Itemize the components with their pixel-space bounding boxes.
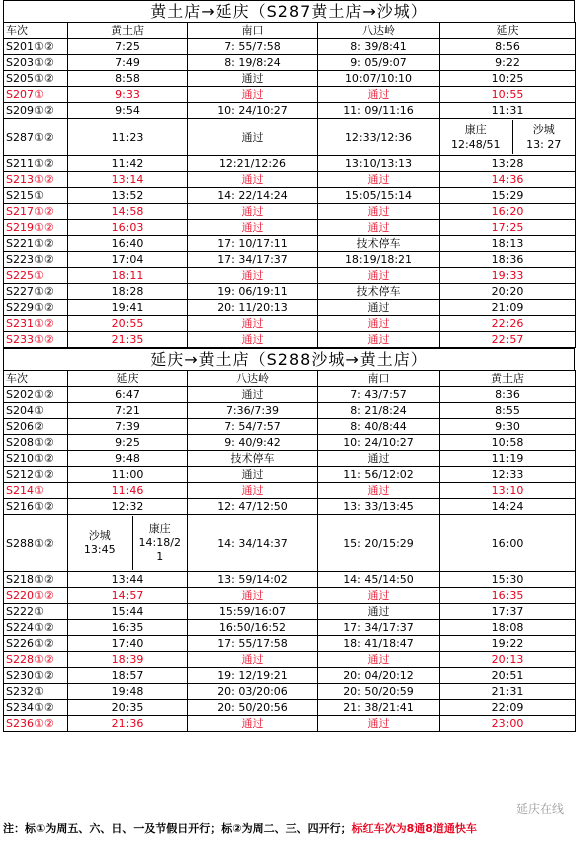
time-cell: 22:26 [440,316,576,332]
time-cell: 20:51 [440,668,576,684]
header-cell: 车次 [4,23,68,39]
time-cell: 17: 10/17:11 [188,236,318,252]
header-cell: 南口 [318,371,440,387]
time-cell: 16:20 [440,204,576,220]
time-cell: 14:58 [68,204,188,220]
time-cell: 12:21/12:26 [188,156,318,172]
time-cell: 17:40 [68,636,188,652]
train-code: S203①② [4,55,68,71]
train-code: S236①② [4,716,68,732]
table-row [4,220,576,236]
time-cell: 15:05/15:14 [318,188,440,204]
time-cell: 通过 [318,332,440,348]
time-cell: 20: 50/20:56 [188,700,318,716]
time-cell: 13:14 [68,172,188,188]
time-cell: 15:59/16:07 [188,604,318,620]
time-cell: 通过 [318,604,440,620]
table-row [4,188,576,204]
time-cell: 8: 19/8:24 [188,55,318,71]
table-row [4,499,576,515]
time-cell: 技术停车 [188,451,318,467]
time-cell: 18:11 [68,268,188,284]
table-row [4,316,576,332]
table-row [4,39,576,55]
time-cell: 8: 40/8:44 [318,419,440,435]
time-cell: 8:36 [440,387,576,403]
time-cell: 14:57 [68,588,188,604]
time-cell: 通过 [318,483,440,499]
time-cell: 20:20 [440,284,576,300]
time-cell: 14:36 [440,172,576,188]
table-row [4,156,576,172]
train-code: S288①② [4,515,68,572]
split-table [440,120,575,154]
kangzhuang-time: 12:48/51 [451,138,501,151]
header-cell: 黄土店 [440,371,576,387]
time-cell: 19:33 [440,268,576,284]
time-cell: 7: 54/7:57 [188,419,318,435]
train-code: S234①② [4,700,68,716]
time-cell: 11:31 [440,103,576,119]
kangzhuang-time: 14:18/2 [138,536,181,549]
time-cell: 13:44 [68,572,188,588]
time-cell: 7:25 [68,39,188,55]
table-row [4,716,576,732]
header-row [4,371,576,387]
train-code: S215① [4,188,68,204]
time-cell: 通过 [188,316,318,332]
time-cell: 7:39 [68,419,188,435]
train-code: S222① [4,604,68,620]
time-cell: 8: 21/8:24 [318,403,440,419]
table-row [4,268,576,284]
time-cell: 18:08 [440,620,576,636]
time-cell: 15: 20/15:29 [318,515,440,572]
time-cell: 16:50/16:52 [188,620,318,636]
time-cell: 通过 [318,716,440,732]
table-row [4,652,576,668]
time-cell: 13: 33/13:45 [318,499,440,515]
time-cell: 通过 [318,87,440,103]
time-cell: 6:47 [68,387,188,403]
time-cell: 10:58 [440,435,576,451]
time-cell: 19: 06/19:11 [188,284,318,300]
train-code: S214① [4,483,68,499]
table-row [4,87,576,103]
shacheng-label: 沙城 [532,123,555,136]
time-cell: 9:33 [68,87,188,103]
table-row [4,252,576,268]
table-row [4,332,576,348]
time-cell: 7: 55/7:58 [188,39,318,55]
kangzhuang-time-cont: 1 [156,550,164,563]
table-row [4,668,576,684]
time-cell: 21:09 [440,300,576,316]
time-cell: 16:35 [68,620,188,636]
time-cell: 通过 [318,172,440,188]
table-row [4,172,576,188]
time-cell: 19: 12/19:21 [188,668,318,684]
watermark: 延庆在线 [515,802,564,816]
time-cell: 通过 [188,716,318,732]
footnote-red-text: 标红车次为8通8道通快车 [351,822,477,835]
kangzhuang-cell [132,516,187,570]
time-cell: 通过 [318,300,440,316]
train-code: S216①② [4,499,68,515]
time-cell: 20: 03/20:06 [188,684,318,700]
time-cell: 16:03 [68,220,188,236]
time-cell: 12:33 [440,467,576,483]
table-row [4,204,576,220]
table-row [4,620,576,636]
time-cell: 21:35 [68,332,188,348]
time-cell: 20:55 [68,316,188,332]
time-cell: 通过 [318,451,440,467]
train-code: S227①② [4,284,68,300]
timetable-inbound [3,370,576,732]
time-cell: 7: 43/7:57 [318,387,440,403]
time-cell: 21:36 [68,716,188,732]
time-cell: 8:56 [440,39,576,55]
header-cell: 黄土店 [68,23,188,39]
time-cell: 技术停车 [318,284,440,300]
time-cell: 15:30 [440,572,576,588]
table-row-s288 [4,515,576,572]
table-row [4,435,576,451]
table-row [4,451,576,467]
train-code: S224①② [4,620,68,636]
shacheng-cell [512,120,575,154]
header-cell: 八达岭 [318,23,440,39]
time-cell: 15:29 [440,188,576,204]
time-cell: 16:40 [68,236,188,252]
time-cell: 通过 [188,588,318,604]
time-cell: 18:28 [68,284,188,300]
train-code: S233①② [4,332,68,348]
time-cell: 19:48 [68,684,188,700]
train-code: S226①② [4,636,68,652]
time-cell: 20: 04/20:12 [318,668,440,684]
table-row [4,300,576,316]
time-cell: 11: 09/11:16 [318,103,440,119]
train-code: S230①② [4,668,68,684]
time-cell: 18:36 [440,252,576,268]
table-row-s287 [4,119,576,156]
train-code: S229①② [4,300,68,316]
time-cell: 18:19/18:21 [318,252,440,268]
train-code: S201①② [4,39,68,55]
time-cell: 13: 59/14:02 [188,572,318,588]
split-cell [68,515,188,572]
train-code: S211①② [4,156,68,172]
time-cell: 16:00 [440,515,576,572]
table-row [4,403,576,419]
header-cell: 延庆 [440,23,576,39]
train-code: S220①② [4,588,68,604]
time-cell: 17: 55/17:58 [188,636,318,652]
table-row [4,103,576,119]
time-cell: 通过 [188,172,318,188]
train-code: S217①② [4,204,68,220]
time-cell: 通过 [318,588,440,604]
table-row [4,284,576,300]
train-code: S221①② [4,236,68,252]
train-code: S219①② [4,220,68,236]
train-code: S207① [4,87,68,103]
time-cell: 17:25 [440,220,576,236]
time-cell: 11: 56/12:02 [318,467,440,483]
time-cell: 12:33/12:36 [318,119,440,156]
train-code: S213①② [4,172,68,188]
time-cell: 17:37 [440,604,576,620]
train-code: S205①② [4,71,68,87]
time-cell: 7:49 [68,55,188,71]
time-cell: 通过 [188,652,318,668]
time-cell: 通过 [188,467,318,483]
time-cell: 20:35 [68,700,188,716]
time-cell: 12:32 [68,499,188,515]
time-cell: 11:42 [68,156,188,172]
table-row [4,236,576,252]
time-cell: 13:10/13:13 [318,156,440,172]
time-cell: 18:57 [68,668,188,684]
time-cell: 23:00 [440,716,576,732]
time-cell: 19:22 [440,636,576,652]
table-row [4,71,576,87]
train-code: S287①② [4,119,68,156]
shacheng-time: 13: 27 [526,138,562,151]
time-cell: 9: 05/9:07 [318,55,440,71]
shacheng-cell [68,516,132,570]
time-cell: 12: 47/12:50 [188,499,318,515]
time-cell: 20: 50/20:59 [318,684,440,700]
table-row [4,636,576,652]
header-cell: 车次 [4,371,68,387]
time-cell: 10: 24/10:27 [188,103,318,119]
table-row [4,604,576,620]
time-cell: 9:30 [440,419,576,435]
table-row [4,419,576,435]
time-cell: 13:28 [440,156,576,172]
time-cell: 8:58 [68,71,188,87]
time-cell: 14: 22/14:24 [188,188,318,204]
train-code: S228①② [4,652,68,668]
time-cell: 通过 [318,220,440,236]
time-cell: 17: 34/17:37 [318,620,440,636]
time-cell: 通过 [318,316,440,332]
train-code: S204① [4,403,68,419]
section-title-inbound: 延庆→黄土店（S288沙城→黄土店） [3,348,575,370]
time-cell: 9:48 [68,451,188,467]
kangzhuang-label: 康庄 [148,522,171,535]
time-cell: 11:46 [68,483,188,499]
time-cell: 9:54 [68,103,188,119]
time-cell: 通过 [318,268,440,284]
table-row [4,483,576,499]
table-row [4,387,576,403]
train-code: S231①② [4,316,68,332]
time-cell: 8:55 [440,403,576,419]
train-code: S212①② [4,467,68,483]
footnote [3,817,575,841]
time-cell: 9:22 [440,55,576,71]
time-cell: 21: 38/21:41 [318,700,440,716]
time-cell: 通过 [318,204,440,220]
time-cell: 22:57 [440,332,576,348]
time-cell: 18:13 [440,236,576,252]
train-code: S202①② [4,387,68,403]
time-cell: 9: 40/9:42 [188,435,318,451]
time-cell: 18:39 [68,652,188,668]
header-cell: 南口 [188,23,318,39]
time-cell: 13:10 [440,483,576,499]
table-row [4,700,576,716]
table-row [4,572,576,588]
time-cell: 10: 24/10:27 [318,435,440,451]
time-cell: 13:52 [68,188,188,204]
table-row [4,684,576,700]
time-cell: 技术停车 [318,236,440,252]
kangzhuang-cell [440,120,512,154]
time-cell: 通过 [188,268,318,284]
time-cell: 通过 [188,71,318,87]
train-code: S223①② [4,252,68,268]
time-cell: 14:24 [440,499,576,515]
time-cell: 17: 34/17:37 [188,252,318,268]
time-cell: 16:35 [440,588,576,604]
split-table [68,516,187,570]
time-cell: 22:09 [440,700,576,716]
header-cell: 延庆 [68,371,188,387]
timetable-outbound [3,22,576,348]
shacheng-label: 沙城 [88,529,111,542]
time-cell: 15:44 [68,604,188,620]
time-cell: 8: 39/8:41 [318,39,440,55]
time-cell: 通过 [188,387,318,403]
time-cell: 通过 [188,119,318,156]
time-cell: 18: 41/18:47 [318,636,440,652]
time-cell: 通过 [188,332,318,348]
time-cell: 通过 [318,652,440,668]
train-code: S232① [4,684,68,700]
shacheng-time: 13:45 [83,543,116,556]
time-cell: 11:19 [440,451,576,467]
table-row [4,55,576,71]
train-code: S208①② [4,435,68,451]
time-cell: 20:13 [440,652,576,668]
time-cell: 11:00 [68,467,188,483]
train-code: S225① [4,268,68,284]
time-cell: 14: 45/14:50 [318,572,440,588]
time-cell: 10:25 [440,71,576,87]
time-cell: 通过 [188,87,318,103]
time-cell: 20: 11/20:13 [188,300,318,316]
table-row [4,588,576,604]
header-row [4,23,576,39]
time-cell: 17:04 [68,252,188,268]
train-code: S206② [4,419,68,435]
kangzhuang-label: 康庄 [464,123,487,136]
time-cell: 10:55 [440,87,576,103]
train-code: S210①② [4,451,68,467]
footnote-text: 注：标①为周五、六、日、一及节假日开行；标②为周二、三、四开行； [3,822,352,835]
header-cell: 八达岭 [188,371,318,387]
time-cell: 通过 [188,204,318,220]
time-cell: 21:31 [440,684,576,700]
section-title-outbound: 黄土店→延庆（S287黄土店→沙城） [3,0,575,22]
time-cell: 9:25 [68,435,188,451]
time-cell: 14: 34/14:37 [188,515,318,572]
time-cell: 11:23 [68,119,188,156]
time-cell: 通过 [188,483,318,499]
time-cell: 7:36/7:39 [188,403,318,419]
time-cell: 7:21 [68,403,188,419]
time-cell: 19:41 [68,300,188,316]
split-cell [440,119,576,156]
train-code: S218①② [4,572,68,588]
train-code: S209①② [4,103,68,119]
time-cell: 10:07/10:10 [318,71,440,87]
time-cell: 通过 [188,220,318,236]
table-row [4,467,576,483]
